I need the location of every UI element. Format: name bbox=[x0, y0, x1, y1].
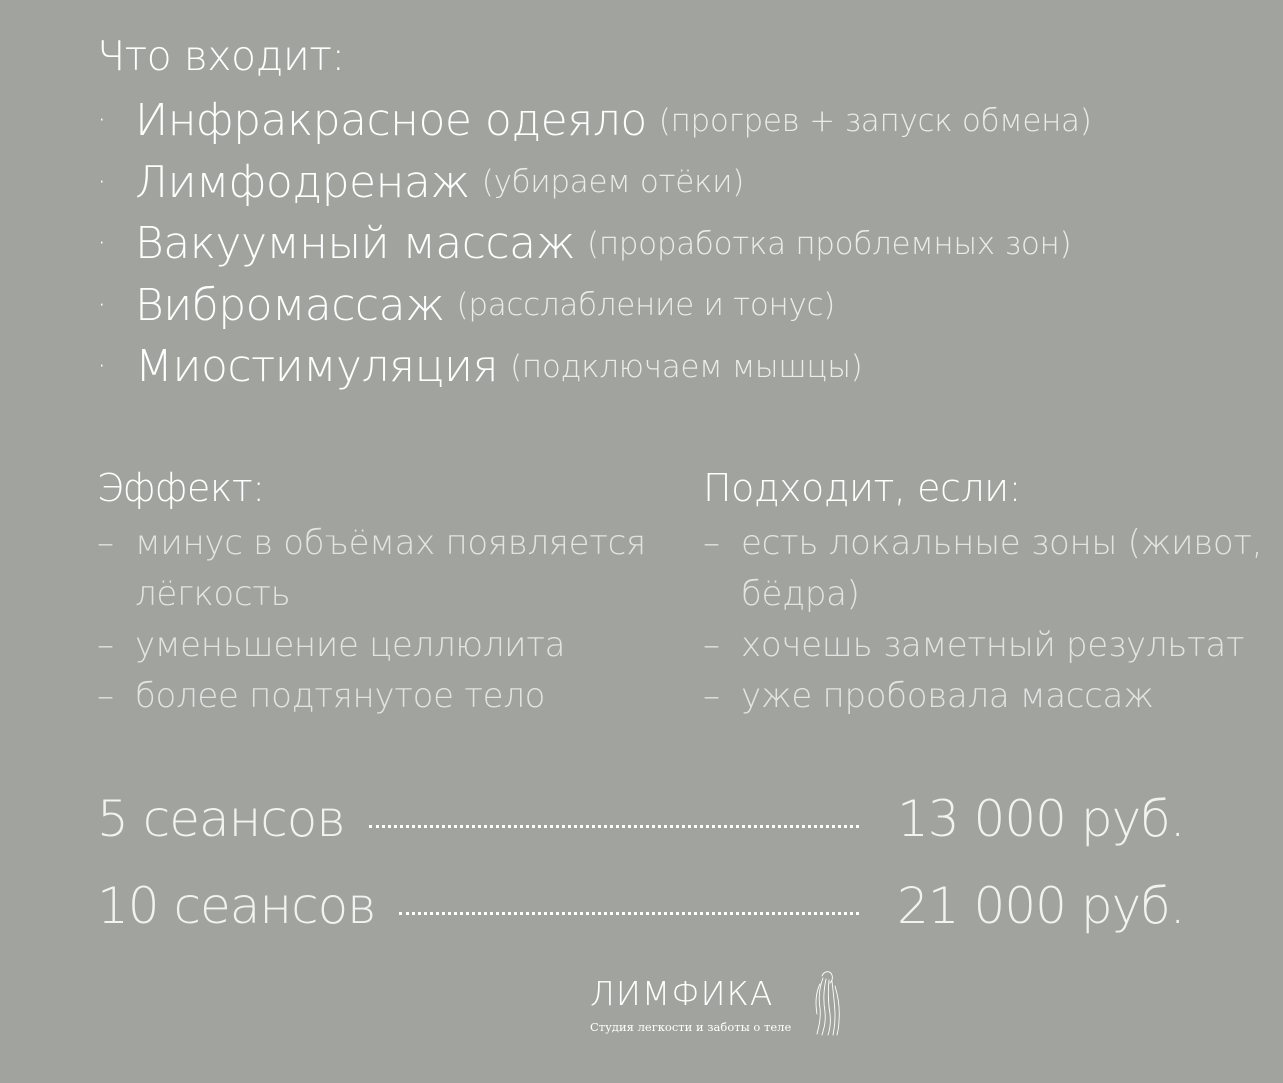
procedure-name: Инфракрасное одеяло bbox=[135, 95, 647, 147]
dash-icon: – bbox=[97, 676, 114, 716]
bullet-icon: · bbox=[97, 349, 107, 385]
brand-logo bbox=[590, 968, 860, 1040]
list-item bbox=[97, 518, 655, 620]
price-value: 21 000 руб. bbox=[897, 877, 1185, 935]
procedure-note: (проработка проблемных зон) bbox=[587, 225, 1072, 262]
includes-list bbox=[97, 90, 1092, 398]
procedure-name: Миостимуляция bbox=[135, 341, 499, 393]
price-label: 5 сеансов bbox=[97, 790, 345, 848]
list-item bbox=[703, 620, 1281, 671]
fits-text: есть локальные зоны (живот, бёдра) bbox=[741, 523, 1263, 614]
list-item bbox=[703, 671, 1281, 722]
bullet-icon: · bbox=[97, 103, 107, 139]
list-item bbox=[97, 213, 1092, 275]
list-item bbox=[97, 671, 655, 722]
effect-text: более подтянутое тело bbox=[135, 676, 546, 716]
price-value: 13 000 руб. bbox=[897, 790, 1185, 848]
procedure-note: (расслабление и тонус) bbox=[456, 287, 836, 324]
effect-text: уменьшение целлюлита bbox=[135, 625, 566, 665]
fits-text: уже пробовала массаж bbox=[741, 676, 1154, 716]
procedure-note: (прогрев + запуск обмена) bbox=[658, 102, 1092, 139]
fits-title: Подходит, если: bbox=[703, 466, 1021, 510]
list-item bbox=[97, 620, 655, 671]
procedure-name: Лимфодренаж bbox=[135, 156, 470, 208]
dash-icon: – bbox=[703, 523, 720, 563]
procedure-name: Вибромассаж bbox=[135, 279, 445, 331]
dash-icon: – bbox=[703, 676, 720, 716]
list-item bbox=[703, 518, 1281, 620]
price-row bbox=[97, 790, 1197, 848]
dash-icon: – bbox=[97, 625, 114, 665]
bullet-icon: · bbox=[97, 287, 107, 323]
list-item bbox=[97, 152, 1092, 214]
brand-name: ЛИМФИКА bbox=[590, 974, 774, 1013]
procedure-note: (подключаем мышцы) bbox=[510, 348, 863, 385]
effect-text: минус в объёмах появляется лёгкость bbox=[135, 523, 646, 614]
list-item bbox=[97, 336, 1092, 398]
effect-title: Эффект: bbox=[97, 466, 265, 510]
list-item bbox=[97, 275, 1092, 337]
dotted-leader bbox=[399, 912, 859, 915]
price-label: 10 сеансов bbox=[97, 877, 376, 935]
effect-section bbox=[97, 466, 655, 722]
fits-list bbox=[703, 518, 1281, 722]
procedure-note: (убираем отёки) bbox=[481, 164, 745, 201]
dash-icon: – bbox=[97, 523, 114, 563]
woman-silhouette-icon bbox=[808, 968, 848, 1036]
dotted-leader bbox=[369, 825, 859, 828]
bullet-icon: · bbox=[97, 164, 107, 200]
procedure-name: Вакуумный массаж bbox=[135, 218, 576, 270]
bullet-icon: · bbox=[97, 226, 107, 262]
fits-section bbox=[703, 466, 1281, 722]
dash-icon: – bbox=[703, 625, 720, 665]
fits-text: хочешь заметный результат bbox=[741, 625, 1245, 665]
price-row bbox=[97, 877, 1197, 935]
includes-title: Что входит: bbox=[97, 32, 345, 80]
list-item bbox=[97, 90, 1092, 152]
brand-tagline: Студия легкости и заботы о теле bbox=[590, 1020, 792, 1034]
effect-list bbox=[97, 518, 655, 722]
